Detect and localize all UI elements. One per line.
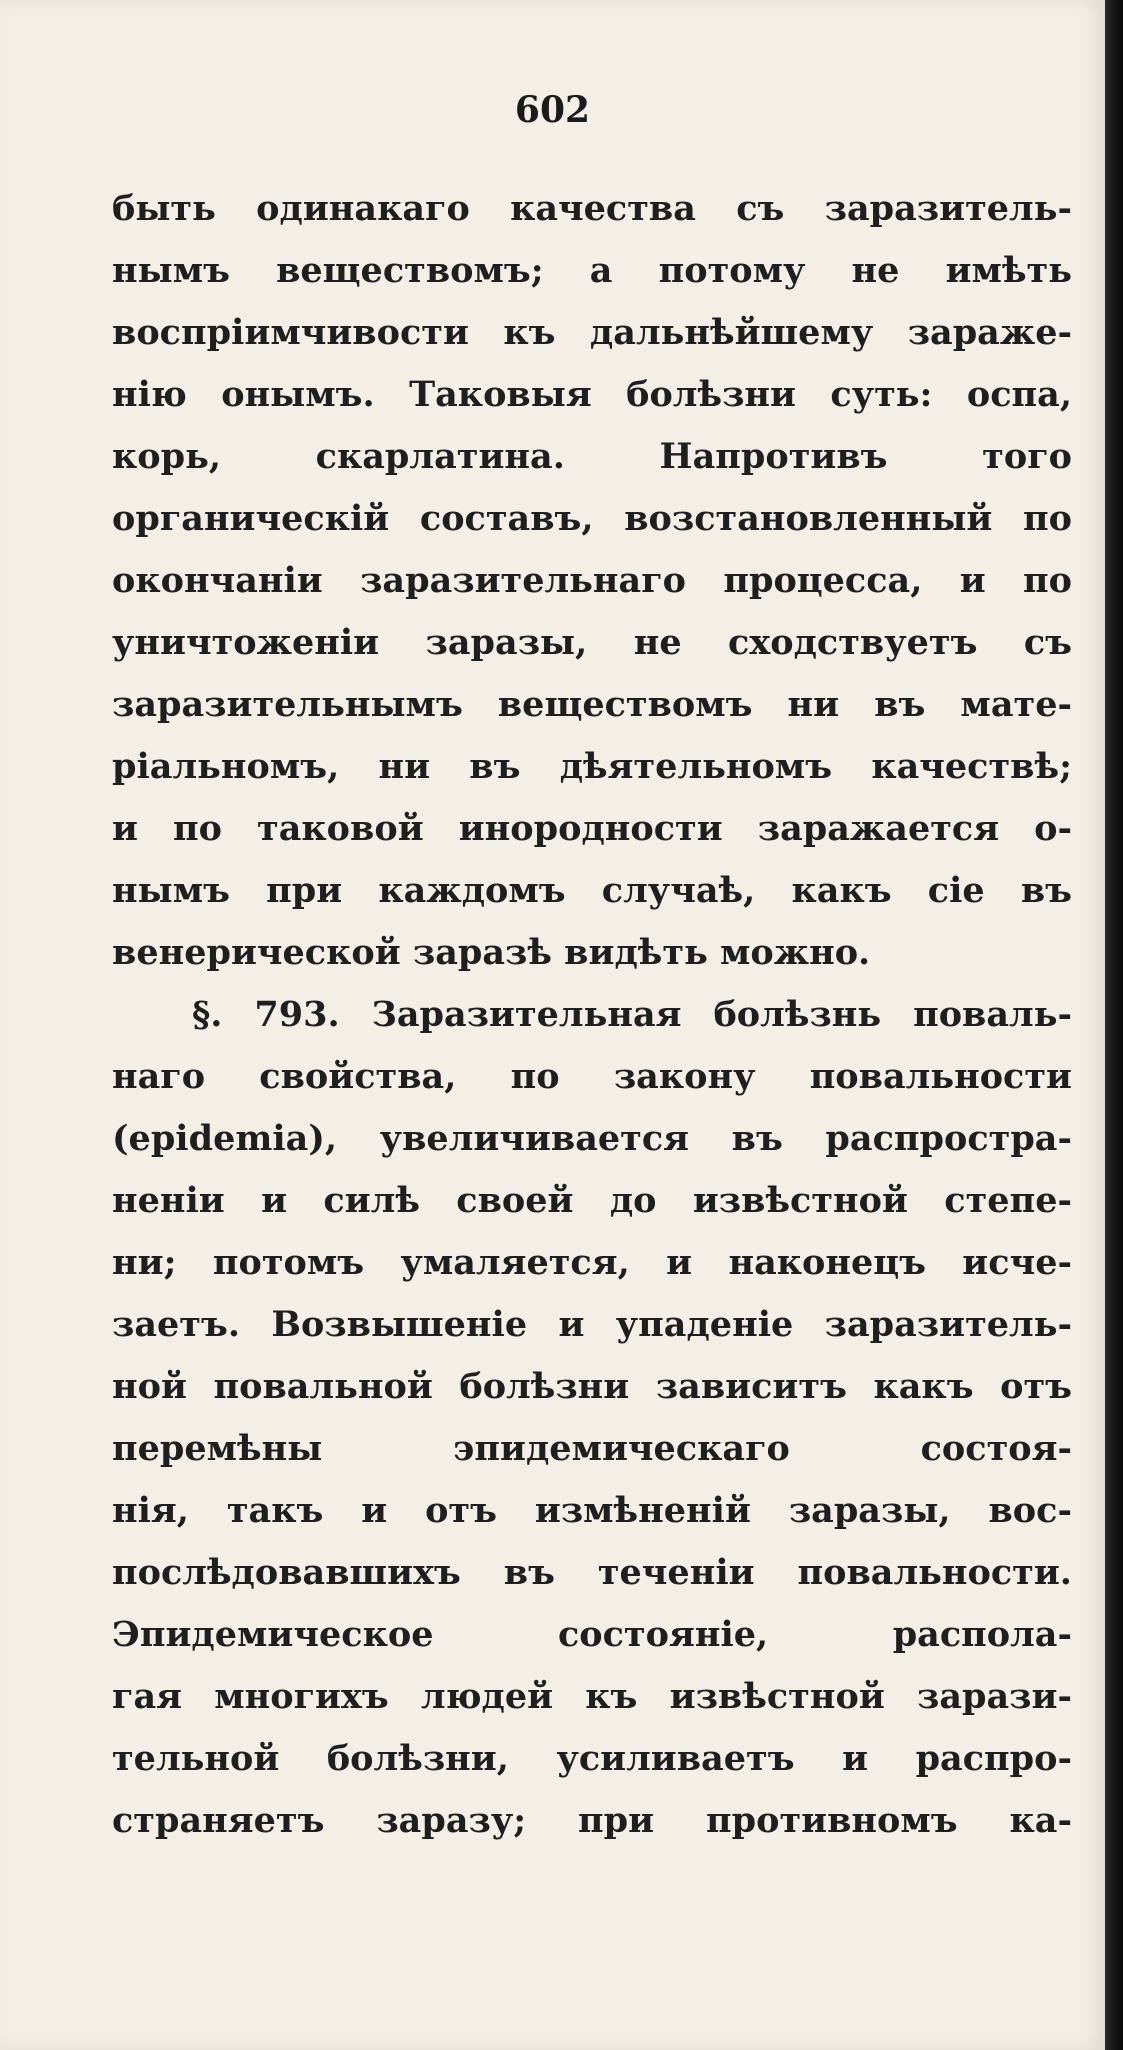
text-line: нію онымъ. Таковыя болѣзни суть: оспа, (112, 374, 1072, 415)
text-line: наго свойства, по закону повальности (112, 1056, 1072, 1097)
text-line: нія, такъ и отъ измѣненій заразы, вос- (112, 1490, 1072, 1531)
text-line: Эпидемическое состояніе, распола- (112, 1614, 1072, 1655)
text-line: страняетъ заразу; при противномъ ка- (112, 1800, 1072, 1841)
text-line: заразительнымъ веществомъ ни въ мате- (112, 684, 1072, 725)
text-block (112, 178, 1072, 1852)
text-line: заетъ. Возвышеніе и упаденіе заразитель- (112, 1304, 1072, 1345)
text-line: нымъ при каждомъ случаѣ, какъ сіе въ (112, 870, 1072, 911)
page-number: 602 (514, 89, 591, 131)
text-line: тельной болѣзни, усиливаетъ и распро- (112, 1738, 1072, 1779)
text-line: (epidemia), увеличивается въ распростра- (112, 1118, 1072, 1159)
text-line: ной повальной болѣзни зависитъ какъ отъ (112, 1366, 1072, 1407)
text-line: окончаніи заразительнаго процесса, и по (112, 560, 1072, 601)
text-line: послѣдовавшихъ въ теченіи повальности. (112, 1552, 1072, 1593)
text-line: гая многихъ людей къ извѣстной зарази- (112, 1676, 1072, 1717)
text-line: органическій составъ, возстановленный по (112, 498, 1072, 539)
text-line: перемѣны эпидемическаго состоя- (112, 1428, 1072, 1469)
text-line: корь, скарлатина. Напротивъ того (112, 436, 1072, 477)
text-line: воспріимчивости къ дальнѣйшему зараже- (112, 312, 1072, 353)
text-line: §. 793. Заразительная болѣзнь поваль- (192, 994, 1072, 1035)
page-edge (1105, 0, 1123, 2050)
text-line: неніи и силѣ своей до извѣстной степе- (112, 1180, 1072, 1221)
text-line: венерической заразѣ видѣть можно. (112, 932, 871, 973)
text-line: уничтоженіи заразы, не сходствуетъ съ (112, 622, 1072, 663)
text-line: ни; потомъ умаляется, и наконецъ исче- (112, 1242, 1072, 1283)
text-line: ріальномъ, ни въ дѣятельномъ качествѣ; (112, 746, 1072, 787)
text-line: и по таковой инородности заражается о- (112, 808, 1072, 849)
text-line: быть одинакаго качества съ заразитель- (112, 188, 1072, 229)
text-line: нымъ веществомъ; а потому не имѣть (112, 250, 1072, 291)
